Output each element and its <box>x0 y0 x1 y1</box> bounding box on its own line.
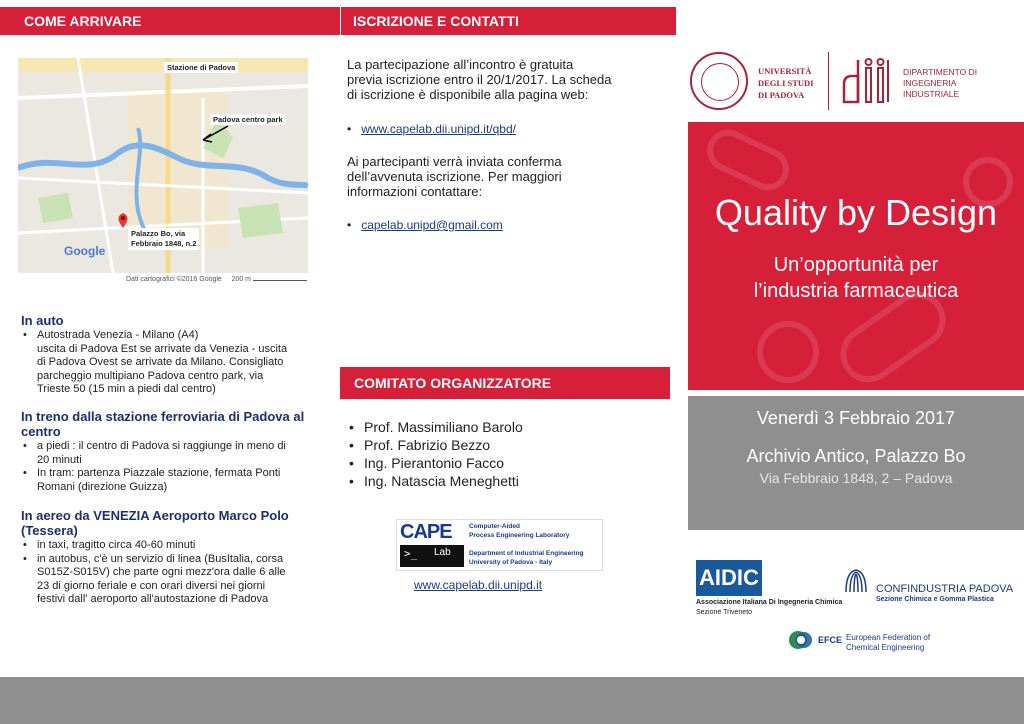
iscrizione-paragraph <box>347 57 634 102</box>
confindustria-icon <box>842 566 870 594</box>
event-place: Archivio Antico, Palazzo Bo <box>746 446 966 466</box>
hero-panel <box>688 122 1024 390</box>
header-comitato <box>340 367 670 399</box>
dii-name-line: INGEGNERIA <box>903 78 957 88</box>
auto-item-line: uscita di Padova Est se arrivate da Venezia - uscita <box>37 342 288 355</box>
google-logo: Google <box>64 244 106 258</box>
cape-lab-logo <box>396 519 603 571</box>
unipd-name-line: UNIVERSITÀ <box>758 66 812 76</box>
cape-title: CAPE <box>400 521 452 543</box>
efce-name-line: European Federation of <box>846 633 931 642</box>
unipd-name-line: DI PADOVA <box>758 90 805 100</box>
efce-abbr: EFCE <box>818 635 843 645</box>
cape-line: Process Engineering Laboratory <box>469 532 570 539</box>
cape-website-link[interactable]: www.capelab.dii.unipd.it <box>414 578 543 592</box>
event-date: Venerdì 3 Febbraio 2017 <box>756 408 956 428</box>
iscrizione-line: previa iscrizione entro il 20/1/2017. La scheda <box>347 72 612 87</box>
email-link[interactable] <box>347 218 503 232</box>
aidic-logo: AIDIC <box>696 560 762 596</box>
section-aereo-title <box>21 508 289 538</box>
treno-item <box>21 440 306 467</box>
header-iscrizione-label: ISCRIZIONE E CONTATTI <box>353 13 519 29</box>
cape-sub: Lab <box>434 547 451 558</box>
header-iscrizione <box>340 7 676 35</box>
map-credit <box>126 276 307 283</box>
map-scale: 200 m <box>231 276 252 283</box>
cape-terminal-icon: >_ <box>400 545 464 567</box>
aereo-list <box>21 539 306 607</box>
event-subtitle-line1: Un’opportunità per <box>773 254 939 276</box>
header-comitato-label: COMITATO ORGANIZZATORE <box>354 375 552 391</box>
event-subtitle-line2: l’industria farmaceutica <box>753 280 959 302</box>
committee-member: • Ing. Pierantonio Facco <box>347 454 523 472</box>
registration-link[interactable] <box>347 122 516 136</box>
aereo-item-line: festivi dall' aeroporto all'autostazione di Padova <box>37 593 269 605</box>
cape-mark <box>398 521 464 569</box>
section-aereo-title-line2: (Tessera) <box>21 523 78 538</box>
dii-name-line: INDUSTRIALE <box>903 89 960 99</box>
auto-list <box>21 329 306 397</box>
committee-member: • Prof. Fabrizio Bezzo <box>347 436 523 454</box>
header-come-arrivare-label: COME ARRIVARE <box>24 13 142 29</box>
committee-list <box>347 418 523 490</box>
map-label-palazzo <box>128 228 199 250</box>
auto-item <box>21 329 306 397</box>
iscrizione-line: di iscrizione è disponibile alla pagina web: <box>347 87 589 102</box>
auto-item-line: • Autostrada Venezia - Milano (A4) <box>37 329 199 341</box>
committee-member: • Prof. Massimiliano Barolo <box>347 418 523 436</box>
registration-link-text[interactable]: www.capelab.dii.unipd.it/qbd/ <box>361 122 516 136</box>
conferma-line: dell’avvenuta iscrizione. Per maggiori <box>347 169 562 184</box>
auto-item-line: di Padova Ovest se arrivate da Milano. Consigliato <box>37 356 284 368</box>
treno-item <box>21 467 306 494</box>
dii-name-line: DIPARTIMENTO DI <box>903 67 978 77</box>
confindustria-name: CONFINDUSTRIA PADOVA <box>876 583 1014 595</box>
dii-logo-icon <box>840 56 898 104</box>
section-treno-title <box>21 409 304 439</box>
logo-divider <box>828 52 829 110</box>
event-title: Quality by Design <box>714 192 998 233</box>
map-scale-bar <box>253 280 307 281</box>
map-credit-text: Dati cartografici ©2016 Google <box>126 276 222 283</box>
map-label-station: Stazione di Padova <box>164 62 238 73</box>
aidic-name: Associazione Italiana Di Ingegneria Chimica <box>696 599 843 606</box>
email-link-text[interactable]: capelab.unipd@gmail.com <box>361 218 503 232</box>
event-info-panel <box>688 396 1024 530</box>
treno-list <box>21 440 306 494</box>
aereo-item-line: • in autobus, c'è un servizio di linea (BusItalia, corsa <box>37 552 284 565</box>
efce-name-line: Chemical Engineering <box>846 643 925 652</box>
section-treno-title-line1: In treno dalla stazione ferroviaria di Padova al <box>21 409 305 424</box>
header-come-arrivare <box>0 7 340 35</box>
iscrizione-line: La partecipazione all’incontro è gratuita <box>347 57 574 72</box>
conferma-line: informazioni contattare: <box>347 184 483 199</box>
aereo-item <box>21 539 306 553</box>
conferma-paragraph <box>347 154 634 199</box>
committee-member: • Ing. Natascia Meneghetti <box>347 472 523 490</box>
map-label-park: Padova centro park <box>210 114 286 125</box>
treno-item-line: 20 minuti <box>37 453 82 466</box>
aidic-section: Sezione Triveneto <box>696 609 753 616</box>
treno-item-line: Romani (direzione Guizza) <box>37 480 168 493</box>
section-treno-title-line2: centro <box>21 424 61 439</box>
aereo-item <box>21 553 306 607</box>
map[interactable] <box>18 58 308 273</box>
treno-item-line: • In tram: partenza Piazzale stazione, fermata Ponti <box>37 467 281 479</box>
section-aereo-title-line1: In aereo da VENEZIA Aeroporto Marco Polo <box>21 508 289 523</box>
cape-line: Computer-Aided <box>469 523 520 530</box>
auto-item-line: Trieste 50 (15 min a piedi dal centro) <box>37 383 216 395</box>
map-label-palazzo-line2: Febbraio 1848, n.2 <box>131 239 197 248</box>
auto-item-line: parcheggio multipiano Padova centro park, via <box>37 369 264 382</box>
unipd-seal-icon <box>690 52 748 110</box>
aereo-item-line: 23 di giorno feriale e con orari diversi nei giorni <box>37 579 266 592</box>
section-auto-title: In auto <box>21 313 64 328</box>
event-address: Via Febbraio 1848, 2 – Padova <box>759 470 953 486</box>
cape-line: University of Padova - Italy <box>469 559 553 566</box>
aereo-item-line: • in taxi, tragitto circa 40-60 minuti <box>37 539 196 551</box>
efce-icon <box>788 628 816 652</box>
treno-item-line: • a piedi : il centro di Padova si raggiunge in meno di <box>37 440 286 452</box>
cape-line: Department of Industrial Engineering <box>469 550 584 557</box>
aereo-item-line: S015Z-S015V) che parte ogni mezz'ora dalle 6 alle <box>37 566 286 578</box>
conferma-line: Ai partecipanti verrà inviata conferma <box>347 154 562 169</box>
footer-bar <box>0 677 1024 724</box>
confindustria-section: Sezione Chimica e Gomma Plastica <box>876 596 994 603</box>
map-label-palazzo-line1: Palazzo Bo, via <box>131 229 186 238</box>
unipd-name-line: DEGLI STUDI <box>758 78 814 88</box>
